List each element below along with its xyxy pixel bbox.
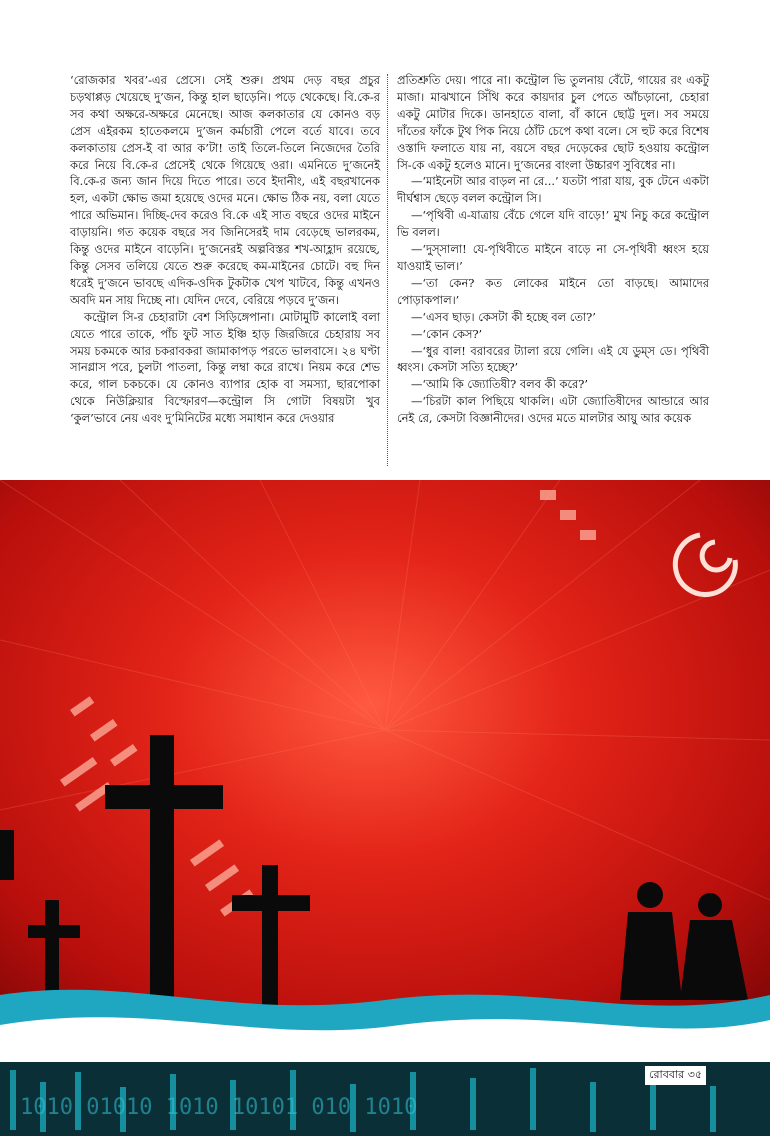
- dialogue-line: —‘আমি কি জ্যোতিষী? বলব কী করে?’: [411, 377, 589, 392]
- dialogue-line: —‘পৃথিবী এ-যাত্রায় বেঁচে গেলে যদি বাড়ে!’ মুখ নিচু করে কন্ট্রোল ভি বলল।: [397, 208, 709, 240]
- column-divider: [387, 74, 388, 466]
- dialogue-line: —‘দুস্‌সালা! যে-পৃথিবীতে মাইনে বাড়ে না সে-পৃথিবী ধ্বংস হয়ে যাওয়াই ভাল।’: [397, 242, 709, 273]
- paragraph: ‘রোজকার খবর’-এর প্রেসে। সেই শুরু। প্রথম দেড় বছর প্রচুর চড়থাপ্পড় খেয়েছে দু’জন, কিন্তু হাল ছাড়েনি। পড়ে থেকেছে। বি.কে-র সব কথা অক্ষরে-অক্ষরে মেনেছে। আজ কলকাতার যে কোনও বড় প্রেস এইরকম হাতেকলমে দু’জন কর্মচারী পেলে বর্তে যাবে। তবে কলকাতায় প্রেস-ই বা আর ক’টা! তাই তিলে-তিলে নিজেদের তৈরি করে নিয়ে বি.কে-র প্রেসেই থেকে গিয়েছে ওরা। এমনিতে দু’জনেই বি.কে-র জন্য জান দিয়ে দিতে পারে। তবে ইদানীং, এই বছরখানেক হল, একটা ক্ষোভ জমা হয়েছে ওদের মনে। ক্ষোভ ঠিক নয়, বলা যেতে পারে অভিমান। দিচ্ছি-দেব করেও বি.কে এই সাত বছরে ওদের মাইনে বাড়ায়নি। গত কয়েক বছরে সব জিনিসেরই দাম বেড়েছে ভালরকম, কিন্তু ওদের মাইনে বাড়েনি। দু’জনেরই অল্পবিস্তর শখ-আহ্লাদ রয়েছে, কিন্তু সেসব তলিয়ে যেতে শুরু করেছে কম-মাইনের চোটে। বহু দিন ধরেই দু’জনে ভাবছে এদিক-ওদিক টুকটাক খেপ খাটবে, কিন্তু এখনও অবদি মন সায় দিচ্ছে না। যেদিন দেবে, বেরিয়ে পড়বে দু’জন।: [70, 73, 380, 307]
- dialogue-line: —‘তা কেন? কত লোকের মাইনে তো বাড়ছে। আমাদের পোড়াকপাল।’: [397, 275, 709, 307]
- dialogue-line: —‘মাইনেটা আর বাড়ল না রে...’ যতটা পারা যায়, বুক টেনে একটা দীর্ঘশ্বাস ছেড়ে বলল কন্ট্রোল সি।: [397, 174, 709, 206]
- left-column: [70, 72, 380, 427]
- illustration: [0, 480, 770, 1070]
- page-folio: রোববার ৩৫: [645, 1066, 706, 1085]
- paragraph: কন্ট্রোল সি-র চেহারাটা বেশ সিড়িঙ্গেপানা। মোটামুটি কালোই বলা যেতে পারে তাকে, পাঁচ ফুট সাত ইঞ্চি হাড় জিরজিরে চেহারায় সব সময় চকমকে আর চকরাবকরা জামাকাপড় পরতে ভালবাসে। ২৪ ঘণ্টা সানগ্লাস পরে, চুলটা পাতলা, কিন্তু লম্বা করে রাখে। নিয়ম করে শেভ করে, গাল চকচকে। যে কোনও ব্যাপার হোক বা সমস্যা, ছারপোকা থেকে নিউক্লিয়ার বিস্ফোরণ—কন্ট্রোল সি গোটা বিষয়টা খুব ‘কুল’ভাবে নেয় এবং দু’মিনিটের মধ্যে সমাধান করে দেওয়ার: [70, 309, 380, 426]
- paragraph: প্রতিশ্রুতি দেয়। পারে না। কন্ট্রোল ভি তুলনায় বেঁটে, গায়ের রং একটু মাজা। মাঝখানে সিঁথি করে কায়দার চুল পেতে আঁচড়ানো, চেহারা একটু মোটার দিকে। ডানহাতে বালা, বাঁ কানে ছোট্ট দুল। সব সময়ে দাঁতের ফাঁকে টুথ পিক নিয়ে ঠোঁট চেপে কথা বলে। সে হুট করে বিশেষ ওস্তাদি ফলাতে যায় না, বয়সে বছর দেড়েকের ছোট হওয়ায় কন্ট্রোল সি-কে একটু হলেও মানে। দু’জনের বাংলা উচ্চারণ সুবিধের না।: [397, 73, 709, 172]
- dialogue-line: —‘ধুর বাল! বরাবরের ট্যালা রয়ে গেলি। এই যে ডুম্‌স ডে। পৃথিবী ধ্বংস। কেসটা সত্যি হচ্ছে?’: [397, 343, 709, 375]
- dialogue-line: —‘এসব ছাড়। কেসটা কী হচ্ছে বল তো?’: [411, 309, 596, 324]
- binary-text: 1010 01010 1010 10101 010 1010: [20, 1095, 418, 1120]
- dialogue-line: —‘কোন কেস?’: [411, 326, 483, 341]
- right-column: [397, 72, 709, 427]
- dialogue-line: —‘চিরটা কাল পিছিয়ে থাকলি। এটা জ্যোতিষীদের আন্ডারে আর নেই রে, কেসটা বিজ্ঞানীদের। ওদের মতে মালটার আয়ু আর কয়েক: [397, 394, 709, 426]
